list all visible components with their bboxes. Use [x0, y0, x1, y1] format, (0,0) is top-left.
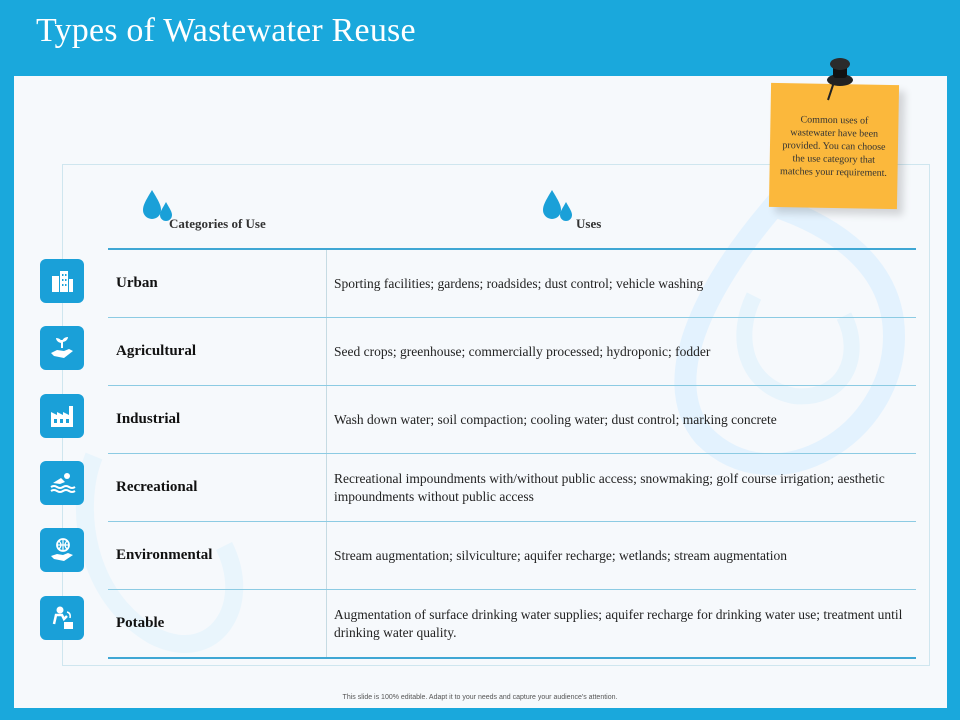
category-potable: Potable: [116, 615, 165, 631]
hand-plant-icon: [40, 326, 84, 370]
slide-title: Types of Wastewater Reuse: [36, 12, 416, 49]
uses-environmental: Stream augmentation; silviculture; aquifer recharge; wetlands; stream augmentation: [334, 547, 787, 563]
table-row: [108, 317, 916, 385]
table-row: [108, 453, 916, 521]
hand-globe-icon: [40, 528, 84, 572]
swimmer-icon: [40, 461, 84, 505]
city-buildings-icon: [40, 259, 84, 303]
pushpin-icon: [820, 54, 860, 104]
table-row: [108, 521, 916, 589]
uses-agricultural: Seed crops; greenhouse; commercially processed; hydroponic; fodder: [334, 343, 711, 359]
uses-recreational: Recreational impoundments with/without public access; snowmaking; golf course irrigation; aesthetic impoundments without public access: [334, 470, 885, 504]
factory-icon: [40, 394, 84, 438]
category-urban: Urban: [116, 275, 158, 291]
column-header-uses: Uses: [576, 216, 602, 231]
footer-note: This slide is 100% editable. Adapt it to your needs and capture your audience's attention.: [342, 694, 618, 701]
table-row: [108, 385, 916, 453]
sticky-note-text: Common uses of wastewater have been provided. You can choose the use category that matches your requirement.: [779, 114, 888, 179]
content-panel: [14, 76, 947, 708]
category-recreational: Recreational: [116, 479, 198, 495]
uses-table: [108, 248, 916, 659]
table-row: [108, 589, 916, 659]
column-header-categories: Categories of Use: [169, 216, 266, 231]
uses-industrial: Wash down water; soil compaction; cooling water; dust control; marking concrete: [334, 411, 777, 427]
uses-potable: Augmentation of surface drinking water supplies; aquifer recharge for drinking water use; treatment until drinking water quality.: [334, 606, 903, 640]
category-agricultural: Agricultural: [116, 343, 196, 359]
category-industrial: Industrial: [116, 411, 181, 427]
table-row: [108, 248, 916, 317]
category-environmental: Environmental: [116, 547, 213, 563]
uses-urban: Sporting facilities; gardens; roadsides; dust control; vehicle washing: [334, 275, 704, 291]
water-drops-icon: [540, 188, 574, 224]
drinking-fountain-icon: [40, 596, 84, 640]
